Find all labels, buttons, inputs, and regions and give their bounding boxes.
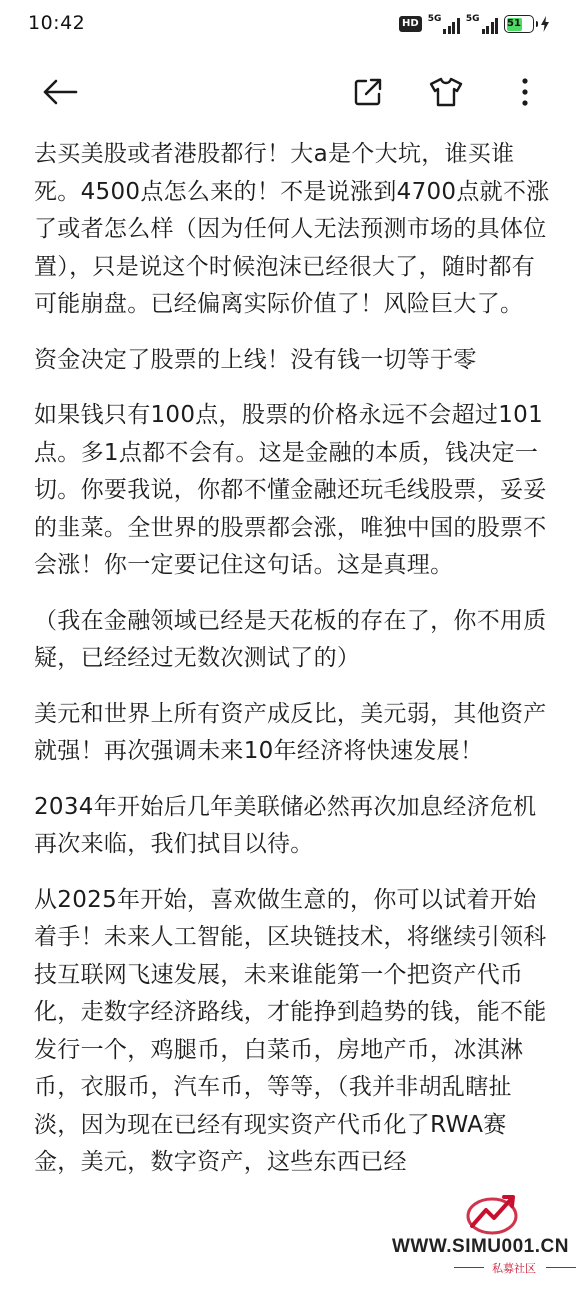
charging-bolt-icon: [540, 16, 550, 32]
share-button[interactable]: [346, 70, 390, 114]
paragraph: 2034年开始后几年美联储必然再次加息经济危机再次来临，我们拭目以待。: [34, 793, 537, 857]
tshirt-icon: [429, 77, 463, 107]
watermark-sub: 私募社区: [492, 1262, 536, 1275]
paragraph: 从2025年开始，喜欢做生意的，你可以试着开始着手！未来人工智能，区块链技术，将继续引领科技互联网飞速发展，未来谁能第一个把资产代币化，走数字经济路线，才能挣到趋势的钱，能不能发行一个，鸡腿币，白菜币，房地产币，冰淇淋币，衣服币，汽车币，等等，（我并非胡乱瞎扯淡，因为现在已经有现实资产代币化了RWA赛: [34, 886, 547, 1138]
battery-icon: [504, 15, 534, 33]
signal-5g-icon: [466, 14, 498, 34]
status-indicators: [399, 13, 550, 35]
theme-button[interactable]: [424, 70, 468, 114]
paragraph: （我在金融领域已经是天花板的存在了，你不用质疑，已经经过无数次测试了的）: [34, 607, 547, 671]
status-bar: [0, 0, 580, 50]
back-button[interactable]: [38, 70, 82, 114]
share-icon: [353, 77, 383, 107]
paragraph: 去买美股或者港股都行！大a是个大坑，谁买谁死。4500点怎么来的！不是说涨到4700点就不涨了或者怎么样（因为任何人无法预测市场的具体位置），只是说这个时候泡沫已经很大了，随时都有可能崩盘。已经偏离实际价值了！风险巨大了。: [34, 141, 550, 317]
signal-5g-icon: [428, 14, 460, 34]
network-label: 5G: [465, 14, 480, 24]
network-label: 5G: [427, 14, 442, 24]
watermark-line: [454, 1267, 484, 1268]
paragraph: 美元和世界上所有资产成反比，美元弱，其他资产就强！再次强调未来10年经济将快速发展！: [34, 700, 547, 764]
simu-logo-icon: [464, 1192, 520, 1236]
status-time: 10:42: [28, 12, 86, 34]
paragraph: 如果钱只有100点，股票的价格永远不会超过101点。多1点都不会有。这是金融的本质，钱决定一切。你要我说，你都不懂金融还玩毛线股票，妥妥的韭菜。全世界的股票都会涨，唯独中国的股票不会涨！你一定要记住这句话。这是真理。: [34, 402, 547, 578]
battery-level: 51: [507, 18, 521, 29]
paragraph: 资金决定了股票的上线！没有钱一切等于零: [34, 346, 477, 373]
hd-icon: HD: [399, 16, 422, 32]
more-button[interactable]: [503, 70, 547, 114]
article-body: [34, 136, 554, 1182]
watermark-line: [546, 1267, 576, 1268]
watermark: [392, 1192, 578, 1278]
toolbar: [0, 60, 580, 124]
back-arrow-icon: [42, 78, 78, 106]
more-vertical-icon: [520, 77, 530, 107]
paragraph-continued: 金，美元，数字资产，这些东西已经: [34, 1149, 407, 1175]
watermark-site: WWW.SIMU001.CN: [392, 1236, 578, 1258]
